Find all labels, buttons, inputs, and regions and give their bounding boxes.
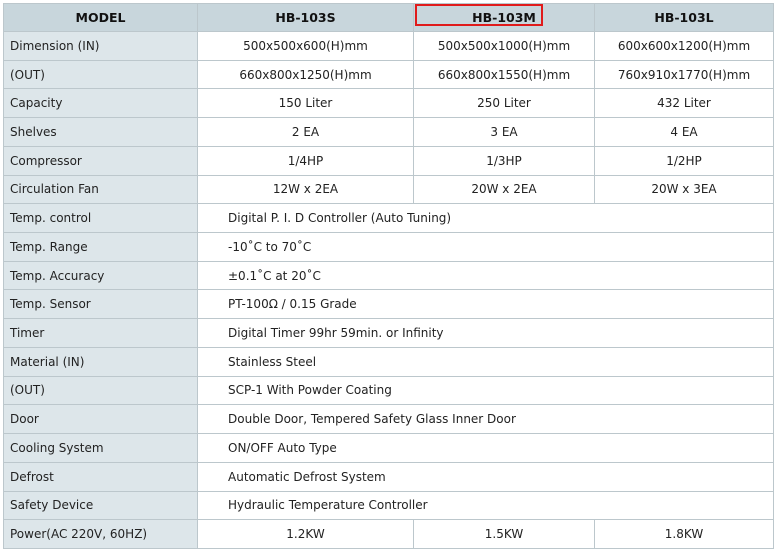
cell-value: Digital P. I. D Controller (Auto Tuning)	[198, 204, 774, 233]
cell-value: 150 Liter	[198, 89, 414, 118]
cell-value: SCP-1 With Powder Coating	[198, 376, 774, 405]
table-row	[4, 261, 774, 290]
cell-value: 20W x 2EA	[414, 175, 595, 204]
header-row	[4, 4, 774, 32]
row-label: Shelves	[4, 118, 198, 147]
cell-value: 432 Liter	[595, 89, 774, 118]
table-row	[4, 290, 774, 319]
row-label: Door	[4, 405, 198, 434]
table-row	[4, 146, 774, 175]
cell-value: Digital Timer 99hr 59min. or Infinity	[198, 319, 774, 348]
cell-value: 250 Liter	[414, 89, 595, 118]
row-label: Capacity	[4, 89, 198, 118]
row-label: Dimension (IN)	[4, 32, 198, 61]
cell-value: 1.8KW	[595, 520, 774, 549]
cell-value: 660x800x1550(H)mm	[414, 60, 595, 89]
header-hb-103s: HB-103S	[198, 4, 414, 32]
table-row-power	[4, 520, 774, 549]
cell-value: 660x800x1250(H)mm	[198, 60, 414, 89]
cell-value: ±0.1˚C at 20˚C	[198, 261, 774, 290]
table-row	[4, 405, 774, 434]
cell-value: -10˚C to 70˚C	[198, 233, 774, 262]
table-row	[4, 491, 774, 520]
row-label: Safety Device	[4, 491, 198, 520]
cell-value: 1.5KW	[414, 520, 595, 549]
table-row	[4, 89, 774, 118]
table-row	[4, 233, 774, 262]
table-row	[4, 319, 774, 348]
cell-value: Double Door, Tempered Safety Glass Inner Door	[198, 405, 774, 434]
cell-value: PT-100Ω / 0.15 Grade	[198, 290, 774, 319]
row-label: Material (IN)	[4, 347, 198, 376]
cell-value: 12W x 2EA	[198, 175, 414, 204]
cell-value: 500x500x1000(H)mm	[414, 32, 595, 61]
cell-value: 600x600x1200(H)mm	[595, 32, 774, 61]
table-row	[4, 434, 774, 463]
table-row	[4, 118, 774, 147]
cell-value: 2 EA	[198, 118, 414, 147]
cell-value: ON/OFF Auto Type	[198, 434, 774, 463]
table-row	[4, 204, 774, 233]
table-row	[4, 462, 774, 491]
cell-value: 20W x 3EA	[595, 175, 774, 204]
cell-value: 1/2HP	[595, 146, 774, 175]
row-label: Compressor	[4, 146, 198, 175]
row-label: Temp. Sensor	[4, 290, 198, 319]
table-row	[4, 376, 774, 405]
row-label: Temp. control	[4, 204, 198, 233]
table-row	[4, 32, 774, 61]
cell-value: 4 EA	[595, 118, 774, 147]
cell-value: 500x500x600(H)mm	[198, 32, 414, 61]
cell-value: 1/4HP	[198, 146, 414, 175]
row-label: Cooling System	[4, 434, 198, 463]
cell-value: 760x910x1770(H)mm	[595, 60, 774, 89]
header-hb-103m: HB-103M	[414, 4, 595, 32]
spec-table	[3, 3, 774, 549]
row-label: (OUT)	[4, 60, 198, 89]
cell-value: Automatic Defrost System	[198, 462, 774, 491]
cell-value: 3 EA	[414, 118, 595, 147]
table-row	[4, 347, 774, 376]
row-label: Temp. Range	[4, 233, 198, 262]
row-label: (OUT)	[4, 376, 198, 405]
row-label: Power(AC 220V, 60HZ)	[4, 520, 198, 549]
cell-value: 1/3HP	[414, 146, 595, 175]
row-label: Timer	[4, 319, 198, 348]
row-label: Temp. Accuracy	[4, 261, 198, 290]
header-model: MODEL	[4, 4, 198, 32]
cell-value: 1.2KW	[198, 520, 414, 549]
cell-value: Stainless Steel	[198, 347, 774, 376]
cell-value: Hydraulic Temperature Controller	[198, 491, 774, 520]
row-label: Defrost	[4, 462, 198, 491]
table-row	[4, 175, 774, 204]
table-row	[4, 60, 774, 89]
header-hb-103l: HB-103L	[595, 4, 774, 32]
row-label: Circulation Fan	[4, 175, 198, 204]
